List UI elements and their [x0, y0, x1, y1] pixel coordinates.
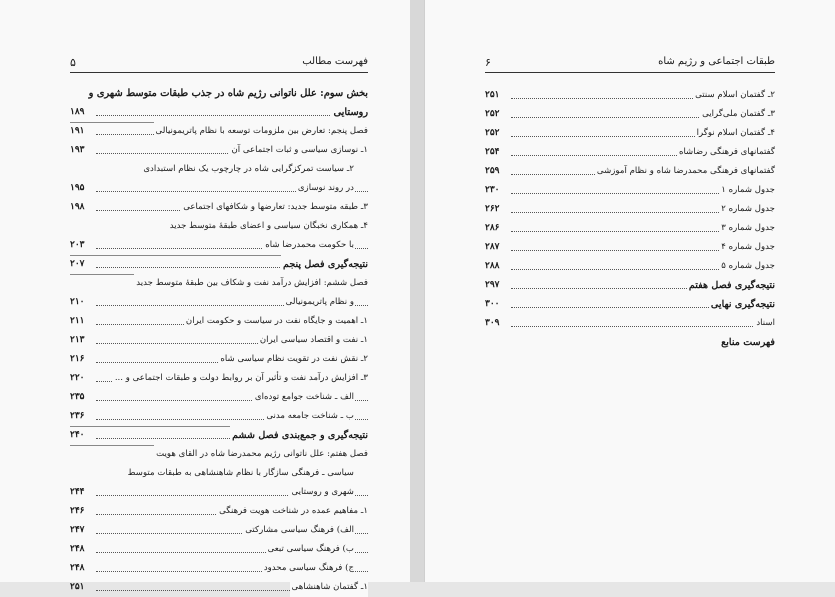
toc-entry — [70, 578, 368, 597]
toc-entry-page: ۲۴۰ — [70, 430, 85, 440]
toc-entry-page: ۲۱۳ — [70, 335, 85, 345]
toc-entry-title: ج) فرهنگ سیاسی محدود — [262, 559, 354, 578]
left-page — [0, 0, 411, 592]
toc-list — [70, 84, 368, 597]
toc-entry-title: فهرست منابع — [719, 333, 775, 352]
header-title: فهرست مطالب — [302, 56, 368, 67]
toc-entry-title: ۳ـ افزایش درآمد نفت و تأثیر آن بر روابط دولت و طبقات اجتماعی و ... — [113, 369, 368, 388]
toc-entry-page: ۲۵۱ — [70, 582, 85, 592]
toc-entry — [70, 160, 368, 179]
toc-entry-title: ۳ـ طبقه متوسط جدید: تعارضها و شکافهای اجتماعی — [181, 198, 368, 217]
page-header — [70, 56, 368, 70]
toc-entry-page: ۲۸۶ — [485, 223, 500, 233]
toc-entry-title: الف) فرهنگ سیاسی مشارکتی — [243, 521, 354, 540]
toc-entry-title: ۱ـ گفتمان شاهنشاهی — [290, 578, 368, 597]
toc-entry-title: فصل پنجم: تعارض بین ملزومات توسعه با نظام پاتریمونیالی — [154, 122, 368, 141]
toc-entry-title: سیاسی ـ فرهنگی سازگار با نظام شاهنشاهی به طبقات متوسط — [126, 464, 354, 483]
toc-entry — [70, 350, 368, 369]
toc-entry-title: با حکومت محمدرضا شاه — [263, 236, 354, 255]
toc-entry — [485, 238, 775, 257]
toc-entry-title: ۴ـ گفتمان اسلام نوگرا — [695, 124, 775, 143]
toc-entry-title: نتیجه‌گیری فصل پنجم — [281, 255, 368, 274]
toc-entry-title: الف ـ شناخت جوامع توده‌ای — [253, 388, 354, 407]
toc-entry — [70, 521, 368, 540]
toc-entry-title: و نظام پاتریمونیالی — [284, 293, 354, 312]
toc-entry-title: روستایی — [331, 103, 368, 122]
page-number: ۵ — [70, 56, 76, 69]
toc-entry — [70, 255, 368, 274]
toc-entry-title: شهری و روستایی — [289, 483, 354, 502]
toc-entry — [485, 333, 775, 352]
toc-entry — [70, 236, 368, 255]
right-page — [424, 0, 835, 582]
toc-entry-title: فصل هفتم: علل ناتوانی رژیم محمدرضا شاه در القای هویت — [154, 445, 368, 464]
toc-entry-page: ۳۰۹ — [485, 318, 500, 328]
toc-entry-page: ۱۹۱ — [70, 126, 85, 136]
toc-entry-page: ۲۴۸ — [70, 544, 85, 554]
toc-entry — [70, 84, 368, 103]
toc-entry — [485, 86, 775, 105]
toc-entry-title: نتیجه‌گیری فصل هفتم — [687, 276, 775, 295]
toc-entry-page: ۲۰۳ — [70, 240, 85, 250]
toc-entry-page: ۲۳۶ — [70, 411, 85, 421]
toc-entry-page: ۲۱۰ — [70, 297, 85, 307]
dot-leader — [96, 115, 368, 116]
toc-entry — [70, 369, 368, 388]
toc-entry — [70, 445, 368, 464]
toc-entry-title: ۱ـ مفاهیم عمده در شناخت هویت فرهنگی — [217, 502, 368, 521]
book-gutter — [410, 0, 424, 582]
toc-entry-page: ۲۵۴ — [485, 147, 500, 157]
toc-entry-title: جدول شماره ۳ — [719, 219, 775, 238]
toc-entry-title: جدول شماره ۴ — [719, 238, 775, 257]
toc-entry — [70, 141, 368, 160]
toc-entry — [70, 388, 368, 407]
toc-entry-title: گفتمانهای فرهنگی محمدرضا شاه و نظام آموزشی — [595, 162, 775, 181]
toc-entry-title: ب) فرهنگ سیاسی تبعی — [266, 540, 354, 559]
toc-entry-page: ۲۶۲ — [485, 204, 500, 214]
toc-entry — [70, 540, 368, 559]
toc-entry — [485, 124, 775, 143]
toc-entry — [70, 407, 368, 426]
toc-entry-title: نتیجه‌گیری و جمع‌بندی فصل ششم — [230, 426, 368, 445]
toc-entry-page: ۱۸۹ — [70, 107, 85, 117]
toc-entry-page: ۲۴۸ — [70, 563, 85, 573]
toc-entry-page: ۱۹۳ — [70, 145, 85, 155]
toc-entry — [70, 122, 368, 141]
toc-entry-page: ۲۰۷ — [70, 259, 85, 269]
toc-entry-page: ۲۳۰ — [485, 185, 500, 195]
page-number: ۶ — [485, 56, 491, 69]
toc-entry-title: اسناد — [754, 314, 775, 333]
toc-entry-title: ۱ـ اهمیت و جایگاه نفت در سیاست و حکومت ایران — [184, 312, 368, 331]
toc-entry-title: ۳ـ گفتمان ملی‌گرایی — [700, 105, 775, 124]
dot-leader — [511, 326, 775, 327]
toc-entry-page: ۲۲۰ — [70, 373, 85, 383]
toc-entry — [70, 293, 368, 312]
toc-entry — [70, 274, 368, 293]
toc-entry — [70, 331, 368, 350]
toc-entry — [70, 559, 368, 578]
toc-entry — [70, 426, 368, 445]
toc-entry — [70, 483, 368, 502]
page-header — [485, 56, 775, 70]
toc-entry — [70, 103, 368, 122]
toc-entry — [485, 162, 775, 181]
toc-entry — [70, 464, 368, 483]
toc-entry — [485, 200, 775, 219]
toc-entry-title: جدول شماره ۱ — [719, 181, 775, 200]
toc-entry-title: در روند نوسازی — [296, 179, 354, 198]
toc-entry-title: ۲ـ نقش نفت در تقویت نظام سیاسی شاه — [218, 350, 368, 369]
toc-entry — [485, 143, 775, 162]
header-rule — [70, 72, 368, 73]
toc-entry-title: ۱ـ نفت و اقتصاد سیاسی ایران — [258, 331, 368, 350]
toc-entry-page: ۲۸۸ — [485, 261, 500, 271]
toc-entry-page: ۱۹۸ — [70, 202, 85, 212]
toc-entry-title: ۲ـ سیاست تمرکزگرایی شاه در چارچوب یک نظام استبدادی — [141, 160, 354, 179]
toc-entry-page: ۲۵۲ — [485, 128, 500, 138]
toc-entry — [70, 198, 368, 217]
toc-entry — [485, 314, 775, 333]
toc-entry-page: ۲۴۴ — [70, 487, 85, 497]
toc-entry-page: ۲۴۶ — [70, 506, 85, 516]
toc-entry-page: ۳۰۰ — [485, 299, 500, 309]
toc-entry-title: جدول شماره ۵ — [719, 257, 775, 276]
toc-entry — [485, 257, 775, 276]
toc-entry — [485, 276, 775, 295]
header-rule — [485, 72, 775, 73]
toc-entry-title: فصل ششم: افزایش درآمد نفت و شکاف بین طبقهٔ متوسط جدید — [134, 274, 368, 293]
toc-entry-title: نتیجه‌گیری نهایی — [709, 295, 775, 314]
toc-entry-page: ۲۳۵ — [70, 392, 85, 402]
toc-entry-title: ۴ـ همکاری نخبگان سیاسی و اعضای طبقهٔ متوسط جدید — [168, 217, 368, 236]
toc-entry — [70, 179, 368, 198]
toc-entry-title: جدول شماره ۲ — [719, 200, 775, 219]
toc-entry-page: ۲۱۶ — [70, 354, 85, 364]
toc-entry — [485, 295, 775, 314]
toc-entry-page: ۲۵۲ — [485, 109, 500, 119]
toc-entry-page: ۲۸۷ — [485, 242, 500, 252]
toc-entry-title: گفتمانهای فرهنگی رضاشاه — [677, 143, 775, 162]
toc-entry-title: ب ـ شناخت جامعه مدنی — [264, 407, 354, 426]
toc-entry — [485, 105, 775, 124]
toc-entry-page: ۲۱۱ — [70, 316, 85, 326]
toc-entry-page: ۱۹۵ — [70, 183, 85, 193]
toc-entry-title: ۲ـ گفتمان اسلام سنتی — [693, 86, 775, 105]
toc-entry — [70, 312, 368, 331]
toc-entry — [485, 181, 775, 200]
toc-entry-page: ۲۹۷ — [485, 280, 500, 290]
toc-entry — [485, 219, 775, 238]
toc-entry-title: ۱ـ نوسازی سیاسی و ثبات اجتماعی آن — [229, 141, 368, 160]
header-title: طبقات اجتماعی و رژیم شاه — [658, 56, 775, 67]
toc-entry-page: ۲۵۱ — [485, 90, 500, 100]
toc-entry-page: ۲۵۹ — [485, 166, 500, 176]
toc-entry-title: بخش سوم: علل ناتوانی رژیم شاه در جذب طبقات متوسط شهری و — [87, 84, 368, 103]
toc-entry — [70, 217, 368, 236]
toc-list — [485, 86, 775, 352]
toc-entry-page: ۲۴۷ — [70, 525, 85, 535]
toc-entry — [70, 502, 368, 521]
